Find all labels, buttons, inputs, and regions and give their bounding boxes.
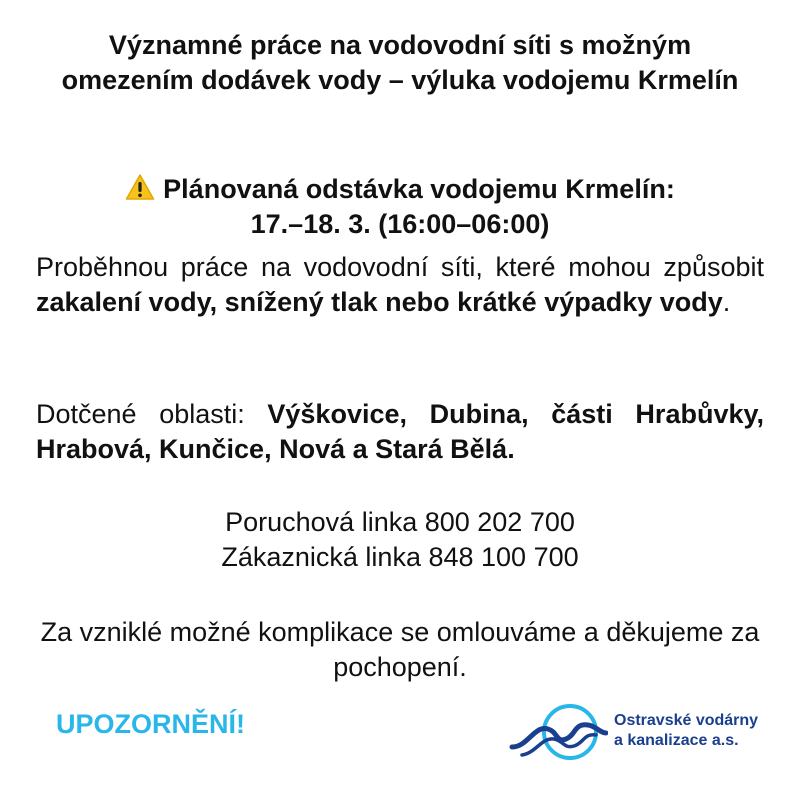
outage-date: 17.–18. 3. (16:00–06:00)	[250, 209, 550, 239]
company-name-line-2: a kanalizace a.s.	[614, 732, 739, 749]
affected-areas	[36, 397, 764, 467]
notice-label: UPOZORNĚNÍ!	[56, 709, 245, 739]
work-description-text: Proběhnou práce na vodovodní síti, které mohou způsobit	[36, 252, 764, 282]
company-name-line-1: Ostravské vodárny	[614, 712, 759, 729]
outage-line-1	[40, 172, 760, 207]
apology-text: Za vzniklé možné komplikace se omlouváme a děkujeme za pochopení.	[40, 617, 760, 682]
fault-line: Poruchová linka 800 202 700	[225, 507, 575, 537]
company-logo	[508, 703, 778, 763]
customer-line: Zákaznická linka 848 100 700	[221, 542, 579, 572]
water-wave-logo-icon	[508, 703, 608, 761]
affected-areas-label: Dotčené oblasti:	[36, 399, 268, 429]
affected-areas-list: Výškovice, Dubina, části Hrabůvky, Hrabová, Kunčice, Nová a Stará Bělá.	[36, 399, 764, 464]
page-title: Významné práce na vodovodní síti s možným omezením dodávek vody – výluka vodojemu Krmelín	[61, 30, 739, 95]
contact-info	[40, 505, 760, 575]
outage-title: Plánovaná odstávka vodojemu Krmelín:	[163, 174, 675, 204]
work-description-end: .	[722, 287, 731, 317]
work-impact: zakalení vody, snížený tlak nebo krátké výpadky vody	[36, 287, 723, 317]
warning-icon	[125, 173, 155, 201]
company-name	[614, 711, 758, 751]
outage-notice	[40, 172, 760, 242]
work-description	[36, 250, 764, 320]
